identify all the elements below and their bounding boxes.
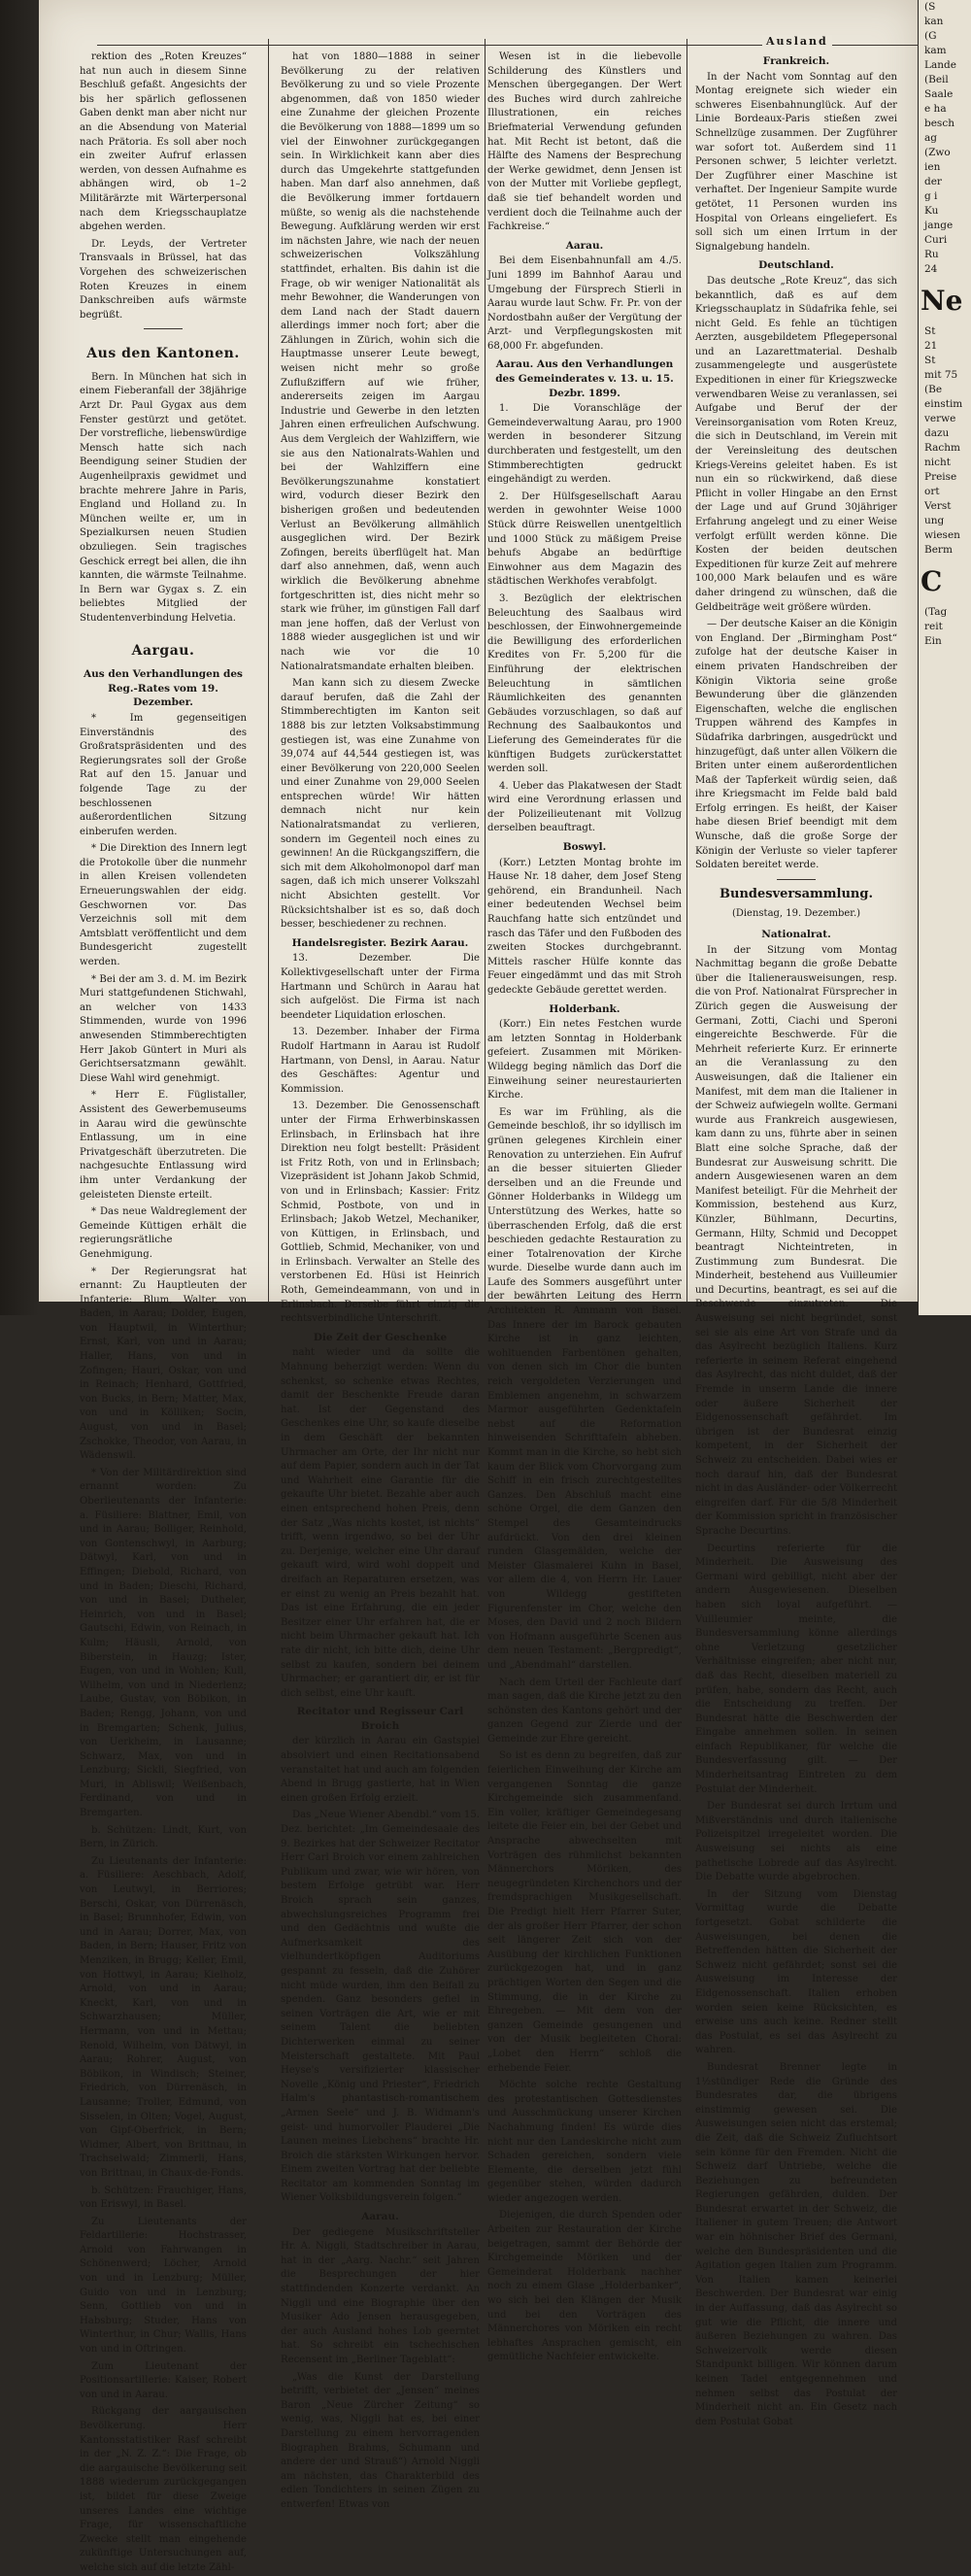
edge-big-fragment: Ne bbox=[921, 285, 963, 317]
nationalrat-heading: Nationalrat. bbox=[761, 929, 831, 941]
aargau-item: * Bei der am 3. d. M. im Bezirk Muri stattgefundenen Stichwahl, an welcher von 1433 Stimmenden, wurde von 1996 anwesenden Stimmberechtigten Herr Jakob Güntert in Muri als Gerichtsersatzmann gewählt. Diese Wahl wird genehmigt. bbox=[80, 973, 247, 1084]
frankreich-article: In der Nacht vom Sonntag auf den Montag ereignete sich wieder ein schweres Eisenbahnunglück. Auf der Linie Bordeaux-Paris stießen zwei Schnellzüge zusammen. Der Zugführer war sofort tot. Außerdem sind 11 Personen schwer, 5 leichter verletzt. Der Zugführer einer Maschine ist verhaftet. Der Ingenieur Sampite wurde getötet, 11 Personen wurden ins Hospital von Orleans eingeliefert. Es soll sich um einen Irrtum in der Signalgebung handeln. bbox=[695, 71, 897, 253]
heading-aus-den-kantonen: Aus den Kantonen. bbox=[86, 346, 240, 362]
edge-fragment: Lande bbox=[924, 59, 956, 71]
jensen-review: Wesen ist in die liebevolle Schilderung des Künstlers und Menschen übergegangen. Der Wert des Buches wird durch zahlreiche Illustrationen, ein reiches Briefmaterial Verwendung gefunden hat. Mit Recht ist betont, daß die Hälfte des Namens der Besprechung der Werke gewidmet, denn Jensen ist von der Mutter mit Vorliebe gepflegt, daß sie tief behandelt worden und verdient doch die Teilnahme auch der Fachkreise.“ bbox=[487, 51, 682, 233]
edge-fragment: 24 bbox=[924, 263, 938, 275]
holderbank-article-4: So ist es denn zu begreifen, daß zur feierlichen Einweihung der Kirche am vergangenen Sonntag die ganze Kirchgemeinde sich zusammenfand. Ein voller, kräftiger Gemeindegesang leitete die Feier ein, bei der Gebet und Ansprache abwechselten mit Vorträgen des rühmlichst bekannten Männerchors Möriken, des neugegründeten Kirchenchors und der fremdsprachigen Musikgesellschaft. Die Predigt hielt Herr Pfarrer Suter, der als großer Herr Pfarrer, der schon seit längerer Zeit sich von der Ausübung der kirchlichen Funktionen zurückgezogen hat, und in ganz prächtigen Worten den Segen und die Stimmung, die in der Kirche zu Ehregeben. — Mit dem von der ganzen Gemeinde gesungenen und von der Musik begleiteten Choral: „Lobet den Herrn“ schloß die erhebende Feier. bbox=[487, 1750, 682, 2074]
holderbank-article: (Korr.) Ein netes Festchen wurde am letzten Sonntag in Holderbank gefeiert. Zusammen mit Möriken-Wildegg beging nämlich das Dorf die Einweihung seiner neurestaurierten Kirche. bbox=[487, 1019, 682, 1102]
rueckgang-article: Rückgang der aargauischen Bevölkerung. Herr Kantonsstatistiker Rasf schreibt in der „N. Z. Z.“: Die Frage, ob die aargauische Bevölkerung seit 1888 wiederum zurückgegangen ist, bildet für diese Zweige unseres Landes eine wichtige Frage, für wissenschaftliche Zwecke stellt man eingehende zukünftige Untersuchungen auf, welche sich auf die letzte Zähl- bbox=[80, 2406, 247, 2573]
aargau-subheading: Aus den Verhandlungen des Reg.-Rates vom 19. Dezember. bbox=[84, 668, 243, 709]
deutschland-article: Das deutsche „Rote Kreuz“, das sich bekanntlich, daß es auf dem Kriegsschauplatz in Südafrika fehle, sei nicht Geld. Es fehle an tüchtigen Aerzten, ausgebildetem Pflegepersonal und an Lazarettmaterial. Deshalb zusammengelegte und ausgerüstete Expeditionen in einer für Kriegszwecke verwendbaren Weise zu veranlassen, sei Aufgabe und Beruf der der Vereinsorganisation vom Roten Kreuz, die sich in Deutschland, im Verein mit der Vereinsleitung des deutschen Kriegs-Vereins geleitet haben. Es ist nun ein so rückwirkend, daß diese Pflicht in voller Hingabe an den Ernst der Lage und auf Grund 30jähriger Erfahrung angelegt und zu einer Weise verfolgt erfüllt werden könne. Die Kosten der beiden deutschen Expeditionen für kurze Zeit auf mehrere 100,000 Mark belaufen und es wäre daher dringend zu wünschen, daß die Geldbeiträge weit größere würden. bbox=[695, 275, 897, 613]
edge-fragment: Preise bbox=[924, 471, 957, 483]
edge-fragment: der bbox=[924, 176, 942, 187]
section-label-ausland: Ausland bbox=[762, 35, 832, 48]
holderbank-article-3: Nach dem Urteil der Fachleute darf man sagen, daß die Kirche jetzt zu den schönsten des Kantons gehört und der ganzen Gegend zur Zierde und der Gemeinde zur Ehre gereicht. bbox=[487, 1677, 682, 1745]
column-rule-1 bbox=[268, 39, 269, 1302]
zeit-der-geschenke-heading: Die Zeit der Geschenke bbox=[313, 1331, 448, 1343]
edge-fragment: kam bbox=[924, 45, 947, 56]
aargau-item: * Die Direktion des Innern legt die Protokolle über die nunmehr in allen Kreisen vollendeten Erneuerungswahlen der eidg. Geschwornen vor. Das Verzeichnis soll mit dem Amtsblatt veröffentlicht und dem Bundesgericht zugestellt werden. bbox=[80, 843, 247, 968]
separator bbox=[777, 879, 816, 880]
aargau-item: * Herr E. Füglistaller, Assistent des Gewerbemuseums in Aarau wird die gewünschte Entlassung, um in eine Privatgeschäft überzutreten. Die nachgesuchte Entlassung wird ihm unter Verdankung der geleisteten Dienste erteilt. bbox=[80, 1090, 247, 1201]
brenner-article: Bundesrat Brenner legte in 1½stündiger Rede die Gründe des Bundesrates dar, die übrigens einstimmig gewesen sei. Die Ausweisungen seien nicht das erstemal; die Zeit, daß die Schweiz Zufluchtsort sein könne für den Fremden. Nicht die Schweiz darf Untriebe, welche die Beziehungen zu befreundeten Regierungen gefährden, dulden. Der Bundesrat erwartet in der Schweiz, die Italiener in gutem Treuen; die Antwort war ein höhnischer Brief des Germani, welche den Bundespräsidenten und die Agitation gegen Italien zum Programm. Von Italien kamen keinerlei Beschwerden. Der Bundesrat war einig in der Auffassung, daß das Asylrecht so gut wie die Pflicht, die innere und äußeren Beziehungen zu wahren. Das Schweizervolk werde diesen Standpunkt billigen. Wir können darum keinen Tadel entgegennehmen und nehmen selbst das Postulat der Minderheit nicht an. Ein Gesetz nach dem Postulat Gobat bbox=[695, 2061, 897, 2427]
boswyl-heading: Boswyl. bbox=[562, 841, 607, 854]
sitzung-article: In der Sitzung vom Dienstag Vormittag wurde die Debatte fortgesetzt. Gobat schilderte die Ausweisungen, bei denen die Betreffenden hätten die Sicherheit der Schweiz nicht gefährdet; sonst sei die Ausweisung im Interesse der Eidgenossenschaft. Italien erhoben worden seien keine Rücksichten, es erweise uns auch keine. Redner stellt das Postulat, es sei das Asylrecht zu wahren. bbox=[695, 1888, 897, 2056]
red-cross-intro: rektion des „Roten Kreuzes“ hat nun auch in diesem Sinne Beschluß gefaßt. Angesichts der bis her spärlich geflossenen Gaben denkt man aber nicht nur an die Absendung von Material nach Prätoria. Es soll aber noch ein zweiter Aufruf erlassen werden, von dessen Aufnahme es abhängen wird, ob 1–2 Militärärzte mit Wärterpersonal nach dem Kriegsschauplatze abgehen werden. bbox=[80, 51, 247, 233]
population-article-2: Man kann sich zu diesem Zwecke darauf berufen, daß die Zahl der Stimmberechtigten im Kanton seit 1888 bis zur letzten Volksabstimmung gestiegen ist, was eine Zunahme von 39,074 auf 44,544 gestiegen ist, was einer Bevölkerung von 220,000 Seelen und einer Zunahme von 29,000 Seelen entsprechen würde! Wir hätten demnach nicht nur kein Nationalratsmandat zu verlieren, sondern im Gegenteil noch eines zu gewinnen! An die Rückgangsziffern, die sich mit dem Alkoholmonopol darf man sagen, daß ich mich unserer Volkszahl nicht Absichten gestellt. Vor Rücksichtshalber ist es so, daß doch besser, beschiedener zu rechnen. bbox=[281, 678, 480, 931]
edge-fragment: ort bbox=[924, 486, 940, 497]
holderbank-article-2: Es war im Frühling, als die Gemeinde beschloß, ihr so idyllisch im grünen gelegenes Kirchlein einer Renovation zu unterziehen. Ein Aufruf an die besser situierten Glieder derselben und an die Freunde und Gönner Holderbanks in Wildegg um Unterstützung des Werkes, hatte so überraschenden Erfolg, daß die erst beschieden gedachte Restauration zu einer Totalrenovation der Kirche wurde. Dieselbe wurde dann auch im Laufe des Sommers ausgeführt unter der bewährten Leitung des Herrn Architekten R. Ammann von Basel. Das Innere der im Barock gebauten Kirche ist in ganz leichten, wohltuenden Farbentönen gehalten, von denen sich im Chor die bunten reich vergoldeten Verzierungen und Emblemen angenehm, in schwarzem Marmor ausgeführten Gedenktafeln nebst auf die Reformation hinweisenden Schrifttafeln abheben. Kommt man in die Kirche, so hebt sich kaum der Blick vom Chorvorgang zum Schiff in ein frisch zurechtgestelltes Ganzes. Den Abschluß macht eine schöne Orgel, die dem Ganzen den Stempel des Gesamteindrucks aufdrückt. Von den drei kleinen runden Glasgemälden, welche der Meister Glasmalerei Kuhn in Basel, vor allem die 4, von Herrn Hr. Lauer von Wildegg gestifteten Figurenfenster im Chor, welche den Moses, den David und 2 noch Bildern von Hofmann ausgeführte Scenen aus dem neuen Testament: „Bergpredigt“, und „Abendmahl“ darstellen. bbox=[487, 1106, 682, 1671]
scan-dark-margin bbox=[0, 0, 39, 1315]
edge-fragment: (Beil bbox=[924, 74, 949, 85]
holderbank-article-5: Möchte solche rechte Gestaltung des protestantischen Gottesdienstes und Ausschmückung unserer Kirchen Nachahmung finden! Es würde dies nicht nur den Landeskirche nicht zum Schaden gereichen, sondern viele Elemente, die derselben jetzt fühl gegenüber stehen, würden dadurch wieder angezogen werden. bbox=[487, 2080, 682, 2204]
edge-fragment: (Zwo bbox=[924, 147, 951, 158]
column-rule-2 bbox=[485, 39, 486, 1302]
adjacent-page-fragments bbox=[919, 0, 971, 649]
aargau-item: Zum Lieutenant der Positionsartillerie: Kaiser, Robert von und in Aarau. bbox=[80, 2360, 247, 2400]
column-1 bbox=[80, 51, 247, 2573]
aargau-item: * Im gegenseitigen Einverständnis des Großratspräsidenten und des Regierungsrates soll der Große Rat auf den 15. Januar und folgende Tage zu der beschlossenen außerordentlichen Sitzung einberufen werden. bbox=[80, 712, 247, 837]
edge-fragment: Curi bbox=[924, 234, 948, 246]
edge-fragment: (S bbox=[924, 1, 936, 13]
edge-fragment: St bbox=[924, 355, 936, 366]
boswyl-article: (Korr.) Letzten Montag brohte im Hause Nr. 18 daher, dem Josef Steng gehörend, ein Brandunheil. Nach einer bedeutenden Wechsel beim Rauchfang hatte sich entzündet und rasch das Täfer und den Fußboden des zweiten Stockes durchgebrannt. Mittels rascher Hülfe konnte das Feuer eingedämmt und das mit Stroh gedeckte Gebäude gerettet werden. bbox=[487, 857, 682, 996]
edge-fragment: einstim bbox=[924, 398, 963, 410]
handelsregister-entry: 13. Dezember. Inhaber der Firma Rudolf Hartmann in Aarau ist Rudolf Hartmann, von Densl, in Aarau. Natur des Geschäftes: Agentur und Kommission. bbox=[281, 1027, 480, 1095]
bundesrat-article: Der Bundesrat sei durch Irrtum und Mißverständnis und durch italienische Polizeispitzel irregeleitet worden. Die Ausweisung sei nichts als eine pathetische Lobrede auf das Asylrecht. Die Debatte wurde abgebrochen. bbox=[695, 1801, 897, 1883]
aargau-item: * Von der Militärdirektion sind ernannt worden: Zu Oberlieutenants der Infanterie: a. Füsiliere: Blattner, Emil, von und in Aarau; Bolliger, Reinhold, von Gontenschwyl, in Aarburg; Dätwyl, Karl, von und in Effingen; Diebold, Richard, von und in Baden; Dieschi, Richard, von und in Basel; Dutheler, Heinrich, von und in Basel; Gautschi, Edwin, von Reinach, in Kulm; Häusli, Arnold, von Biberstein, in Hauzg; Ister, Eugen, von und in Wohlen; Kull, Wilhelm, von und in Niederlenz; Laube, Gustav, von Böbikon, in Baden; Rengg, Johann, von und in Bremgarten; Schenk, Julius, von Uerkheim, in Lausanne; Schwarz, Max, von und in Lenzburg; Sickli, Siegfried, von Muri, in Abliswil; Weißenbach, Ferdinand, von und in Bremgarten. bbox=[80, 1467, 247, 1819]
edge-fragment: mit 75 bbox=[924, 369, 958, 381]
aarau-heading: Aarau. bbox=[361, 2211, 399, 2223]
edge-fragment: Saale bbox=[924, 88, 954, 100]
edge-fragment: besch bbox=[924, 118, 954, 129]
edge-fragment: ag bbox=[924, 132, 937, 144]
edge-fragment: Rachm bbox=[924, 442, 961, 454]
handelsregister-heading: Handelsregister. Bezirk Aarau. bbox=[291, 936, 469, 949]
edge-fragment: dazu bbox=[924, 427, 950, 439]
edge-fragment: Ru bbox=[924, 249, 939, 260]
aargau-item: Zu Lieutenants der Infanterie: a. Füsiliere: Aeschbach, Adolf, von Leutwyl, in Berriores; Berschi, Oskar, von Dürrenäsch, in Basel; Brunnhofer, Edwin, von und in Aarau; Dorrer, Max, von Baden, in Bern; Hauser, Fritz von Menziken, in Brugg; Keller, Emil, von Hottwyl, in Aarau; Kielholz, Arnold, von und in Aarau; Kneckt, Karl, von und in Schwarzhausen; Müller, Hermann, von und in Mettau; Renold, Wilhelm, von Dätwyl, in Aarau; Rohrer, August, von Böbikon, in Windisch; Steiner, Friedrich, von Dürrenäsch, in Lausanne; Troller, Edmund, von Sisselen, in Olten; Vogel, August, von Gipf-Oberfrick, in Bern; Widmer, Albert, von Brittnau, in Trachselwald; Zimmerli, Hans, von Brittnau, in Chaux-de-Fonds. bbox=[80, 1855, 247, 2179]
edge-fragment: verwe bbox=[924, 413, 956, 424]
edge-big-fragment: C bbox=[921, 565, 943, 597]
broich-article: der kürzlich in Aarau ein Gastspiel absolviert und einen Recitationsabend veranstaltet hat und auch am folgenden Abend in Brugg gastierte, hat in Wien einen großen Erfolg erzielt. bbox=[281, 1736, 480, 1804]
edge-fragment: reit bbox=[924, 621, 943, 632]
aarau-unfall-heading: Aarau. bbox=[565, 239, 604, 252]
adjacent-page-edge bbox=[919, 0, 971, 1315]
leyds-note: Dr. Leyds, der Vertreter Transvaals in Brüssel, hat das Vorgehen des schweizerischen Roten Kreuzes in einem Dankschreiben aufs wärmste begrüßt. bbox=[80, 238, 247, 321]
aargau-item: b. Schützen: Frauchiger, Hans, von Eriswyl, in Basel. bbox=[80, 2185, 247, 2211]
edge-fragment: Verst bbox=[924, 500, 952, 512]
edge-fragment: Berm bbox=[924, 544, 953, 556]
aarau-unfall-article: Bei dem Eisenbahnunfall am 4./5. Juni 1899 im Bahnhof Aarau und Umgebung der Fürsprech Stierli in Aarau wurde laut Schw. Fr. Pr. von der Nordostbahn außer der Vergütung der Arzt- und Verpflegungskosten mit 68,000 Fr. abgefunden. bbox=[487, 255, 682, 352]
gemeinderat-item: 1. Die Voranschläge der Gemeindeverwaltung Aarau, pro 1900 werden in besonderer Sitzung durchberaten und festgestellt, um den Stimmberechtigten gedruckt eingehändigt zu werden. bbox=[487, 403, 682, 486]
edge-fragment: g i bbox=[924, 190, 938, 202]
broich-article-2: Das „Neue Wiener Abendbl.“ vom 15. Dez. berichtet: „Im Gemeindesaale des 9. Bezirkes hat der Schweizer Recitator Herr Carl Broich vor einem zahlreichen Publikum und zwar, wie wir hören, von bestem Erfolge getrübt war. Herr Broich sprach sein ganzes, abwechslungsreiches Programm frei und den Gedächtnis und wußte die Aufmerksamkeit des vielhundertköpfigen Auditoriums gespannt zu fesseln, daß die Zuhörer nicht müde wurden, ihm den Beifall zu spenden. Ganz besonders gefiel in seinen Vorträgen die Art, wie er mit seinem Talent die beliebten Dichterwerken einmal zu seiner Meisterschaft gestaltete. Mit Paul Heyse's versifizierter klassischer Novelle „König und Priester“, Friedrich Halm's phantastisch-romantischem „Armen Seele“ und J. B. Widmann's geist- und humorvoller Plauderei „Die Launen meines Liebchens“ brachte Hr. Broich die stärksten Wirkungen hervor. Einem zweiten Vortrag hat der beliebte Recitator am kommenden Sonntag im Wiener Volksbildungsverein folgen.“ bbox=[281, 1810, 480, 2204]
holderbank-heading: Holderbank. bbox=[549, 1002, 620, 1015]
gemeinderat-item: 4. Ueber das Plakatwesen der Stadt wird eine Verordnung erlassen und der Polizeilieutenant mit Vollzug derselben beauftragt. bbox=[487, 780, 682, 834]
edge-fragment: jange bbox=[924, 220, 954, 231]
gemeinderat-heading: Aarau. Aus den Verhandlungen des Gemeinderates v. 13. u. 15. Dezbr. 1899. bbox=[495, 358, 674, 399]
column-3 bbox=[487, 51, 682, 2363]
edge-fragment: Ku bbox=[924, 205, 939, 217]
bern-article: Bern. In München hat sich in einem Fieberanfall der 38jährige Arzt Dr. Paul Gygax aus dem Fenster gestürzt und getötet. Der vorstrefliche, liebenswürdige Mensch hatte sich nach Beendigung seiner Studien der Augenheilpraxis gewidmet und brachte mehrere Jahre in Paris, England und Holland zu. In München weilte er, um in Spezialkursen neuen Studien obzuliegen. Sein tragisches Geschick erregt bei allen, die ihn kannten, die wärmste Teilnahme. In Bern war Gygax s. Z. ein beliebtes Mitglied der Studentenverbindung Helvetia. bbox=[80, 371, 247, 624]
deutschland-heading: Deutschland. bbox=[758, 259, 834, 272]
edge-fragment: nicht bbox=[924, 457, 951, 468]
decurtins-article: Decurtins referierte für die Minderheit. Die Ausweisung des Germani wird gebilligt, nicht aber der andern Ausgewiesenen. Dieselben haben sich loyal aufgeführt. — Vuilleumier meinte, die Bundesversammlung könne allerdings ohne Verletzung gesetzlicher Verhältnisse eingreifen; aber nicht nur, daß das Recht, dieselben materiell zu prüfen, habe, sondern das Recht, auch die Entscheidung zu treffen. Der Bundesrat hätte die Beschwerden der Eingabe annehmen sollen. In seinen einfach Republikaner, für welche die Bundesverfassung gilt. — Der Minderheitsantrag Eintreten zu dem Postulat der Minderheit. bbox=[695, 1542, 897, 1795]
population-article: hat von 1880—1888 in seiner Bevölkerung zu der relativen Bevölkerung zu und so viele Prozente abgenommen, daß von 1850 wieder eine Zunahme der gleichen Prozente die Bevölkerung von 1888—1899 um so viel der Einwohner zurückgegangen sein. In Wirklichkeit kann aber dies durch das Umgekehrte stattgefunden haben. Man darf also annehmen, daß die Bevölkerung immer fortdauern müßte, so wenig als die nachstehende Bewegung. Aufklärung werden wir erst im nächsten Jahre, wie nach der neuen schweizerischen Volkszählung stattfindet, erhalten. Bis dahin ist die Frage, ob wir weniger Nationalität als mehr Bewohner, die Wanderungen von dem Land nach der Stadt dauern allerdings immer noch fort; aber die Zählungen in Zürich, wohin sich die Hauptmasse unserer Leute bewegt, weisen nicht mehr so große Zuflußziffern auf wie früher, andererseits zeigen im Aargau Industrie und Gewerbe in den letzten Jahren einen erfreulichen Aufschwung. Aus dem Vergleich der Wahlziffern, wie sie aus den Nationalrats-Wahlen und bei der Wahlziffern eine Bevölkerungszunahme konstatiert wird, vodurch dieser Bezirk den bisherigen großen und bedeutenden Verlust an Bevölkerung allmählich ausgeglichen wird. Der Bezirk Zofingen, bereits überflügelt hat. Man darf also annehmen, daß, wenn auch wirklich die Bevölkerung abnehme fortgeschritten ist, dies nicht mehr so stark wie früher, im günstigen Fall darf man jene hoffen, daß der Verlust von 1888 wieder ausgeglichen ist und wir nach wie vor die 10 Nationalratsmandate erhalten bleiben. bbox=[281, 51, 480, 672]
edge-fragment: (Be bbox=[924, 384, 943, 395]
handelsregister-entry: 13. Dezember. Die Genossenschaft unter der Firma Erhwerbinskassen Erlinsbach, in Erlinsbach hat ihre Direktion neu folgt bestellt: Präsident ist Fritz Roth, von und in Erlinsbach; Vizepräsident ist Johann Jakob Schmid, von und in Erlinsbach; Kassier: Fritz Schmid, Postbote, von und in Erlinsbach; Jakob Wetzel, Mechaniker, von Küttigen, in Erlinsbach, und Gottlieb, Schmid, Mechaniker, von und in Erlinsbach. Verwalter an Stelle des verstorbenen Ed. Hüsi ist Heinrich Roth, Gemeindeammann, von und in Erlinsbach. Derselbe führt einzig die rechtsverbindliche Unterschrift. bbox=[281, 1101, 480, 1325]
bundesversammlung-heading: Bundesversammlung. bbox=[720, 886, 873, 901]
edge-fragment: 21 bbox=[924, 340, 938, 352]
aargau-item: * Der Regierungsrat hat ernannt: Zu Hauptleuten der Infanterie: Blum, Walter, von Baden, in Aarau; Dolder, Eugen, von Hauptwil, in Winterthur; Ernst, Karl, von und in Aarau; Haller, Hans, von und in Zofingen; Hauri, Oskar, von und in Reinach; Henhard, Gottfried, von Bucks, in Bern; Matter, Max, von und in Kölliken; Socin, August, von und in Basel; Zschokke, Theodor, von Aarau, in Wädenswil. bbox=[80, 1266, 247, 1462]
edge-fragment: St bbox=[924, 325, 936, 337]
edge-fragment: Ein bbox=[924, 635, 942, 647]
gemeinderat-item: 2. Der Hülfsgesellschaft Aarau werden in gewohnter Weise 1000 Stück dürre Reiswellen unentgeltlich und 1000 Stück zu mäßigem Preise behufs Abgabe an bedürftige Einwohner aus dem Magazin des städtischen Werkhofes verabfolgt. bbox=[487, 491, 682, 588]
aargau-item: * Das neue Waldreglement der Gemeinde Küttigen erhält die regierungsrätliche Genehmigung. bbox=[80, 1206, 247, 1260]
holderbank-article-6: Diejenigen, die durch Spenden oder Arbeiten zur Restauration der Kirche beigetragen, sammt der Behörde der Kirchgemeinde Möriken und der Gemeinderat Holderbank nachher noch zu einem Glase „Holderbanker“, wo sich bei den Klängen der Musik und bei den Vorträgen des Männerchores von Möriken ein recht lebhaftes Ansprachen gemischt, ein gemütliche Nachfeier entwickelte. bbox=[487, 2210, 682, 2363]
edge-fragment: wiesen bbox=[924, 529, 960, 541]
frankreich-heading: Frankreich. bbox=[762, 55, 830, 67]
edge-fragment: ien bbox=[924, 161, 941, 173]
bundesversammlung-date: (Dienstag, 19. Dezember.) bbox=[731, 908, 861, 920]
edge-fragment: (Tag bbox=[924, 606, 948, 618]
edge-fragment: kan bbox=[924, 16, 944, 27]
edge-fragment: e ha bbox=[924, 103, 947, 115]
aargau-item: Zu Lieutenants der Feldartillerie: Hochstrasser, Arnold von Fahrwangen in Schönenwerd; Löcher, Arnold von und in Lenzburg; Müller, Guido von und in Lenzburg; Senn, Gottlieb von und in Habsburg; Studer, Hans von Winterthur, in Chur; Wallis, Hans von und in Oftringen. bbox=[80, 2216, 247, 2356]
niggli-article-2: „Was die Kunst der Darstellung betrifft, verbietet der „Jensen“ meines Baron „Neue Zürcher Zeitung“ so wenig, was, Niggli hat es, bei einer Darstellung zu einem hervorragenden Biographen Brahms, Schumann und andere der und Strauß“) Arnold Niggli am nächsten, das Charakterbild des edlen Tondichters in seinen Zügen zu entwerfen! Etwas von bbox=[281, 2371, 480, 2510]
nationalrat-article: In der Sitzung vom Montag Nachmittag begann die große Debatte über die Italienerausweisungen, resp. die von Prof. Nationalrat Fürsprecher in Zürich gegen die Ausweisung der Germani, Zotti, Ciachi und Speroni eingereichte Beschwerde. Für die Mehrheit referierte Kurz. Er erinnerte an die Veranlassung zu den Ausweisungen, daß die Italiener ein Manifest, mit dem man die Italiener in der Schweiz aufwiegeln wollte. Germani wurde aus Frankreich ausgewiesen, kam dann zu uns, führte aber in seinen Blatt eine solche Sprache, daß der Bundesrat zur Ausweisung schritt. Die andern Ausgewiesenen waren an dem Manifest beteiligt. Für die Mehrheit der Kommission, bestehend aus Kurz, Künzler, Bühlmann, Decurtins, Germann, Hilty, Schmid und Decoppet beantragt Nichteintreten, in Zustimmung zum Bundesrat. Die Minderheit, bestehend aus Vuilleumier und Decurtins, beantragt, es sei auf die Beschwerde einzutreten. Die Ausweisung sei nicht begründet, sonst sei sie als eine Art von Strafe und da das Asylrecht bezüglich Italiens. Kurz referierte in seinem Referat eingehend das Asylrecht, das nicht duldet, daß der Fremde in unserm Lande die innere oder äußere Sicherheit der Eidgenossenschaft gefährdet. Im übrigen ist der Bundesrat einzig kompetent, in der Sicherheit der Schweiz zu entscheiden. Dabei wies er noch darauf hin, daß der Bundesrat nicht in das Ausländer- oder Völkerrecht eingreifen darf. Für die 5/8 Minderheit der Kommission spricht in französischer Sprache Decurtins. bbox=[695, 944, 897, 1537]
aargau-item: b. Schützen: Lindt, Kurt, von Bern, in Zürich. bbox=[80, 1824, 247, 1850]
kaiser-article: — Der deutsche Kaiser an die Königin von England. Der „Birmingham Post“ zufolge hat der deutsche Kaiser in einem privaten Handschreiben der Königin Viktoria seine große Bewunderung über die glänzenden Eigenschaften, welche die englischen Truppen während des Kampfes in Südafrika darbringen, ausgedrückt und hinzugefügt, daß unter allen Völkern die Briten unter einem außerordentlichen Maß der Tapferkeit würdig seien, daß ihre Kriegsmacht im Felde bald bald Erfolg erringen. Es heißt, der Kaiser habe diesen Brief beendigt mit dem Wunsche, daß die große Sorge der Königin der Verluste so vieler tapferer Soldaten bereitet werde. bbox=[695, 619, 897, 871]
edge-fragment: (G bbox=[924, 30, 937, 42]
broich-heading: Recitator und Regisseur Carl Broich bbox=[296, 1706, 464, 1732]
column-rule-3 bbox=[686, 39, 687, 1302]
heading-aargau: Aargau. bbox=[131, 642, 195, 659]
column-2 bbox=[281, 51, 480, 2510]
edge-fragment: ung bbox=[924, 515, 945, 526]
zeit-der-geschenke-article: naht wieder und da sollte die Mahnung beherzigt werden: Wenn du schenkst, so schenke etwas Rechtes, damit der Beschenkte Freude daran hat. Ist der Gegenstand des Geschenkes eine Uhr, so kaufe dieselbe in dem Geschäft der bekannten Uhrmacher am Orte, der Ihr nicht nur auf dem Papier, sondern auch in der Tat und Wahrheit eine Garantie für die gekaufte Uhr bietet. Bezahle aber auch einen entsprechend hohen Preis, denn der Satz „Was nichts kostet, ist nichts“ trifft, wenn irgendwo, so bei der Uhr zu. Derjenige, welcher eine Uhr darauf gekauft wird, wird wohl doppelt und dreifach an Reparaturen ersetzen, was er einst zu wenig an Preis bezahlt hat. Das ist eine Erfahrung, die ein jeder Besitzer einer Uhr erfahren hat, die er nicht beim Uhrmacher gekauft hat. Ich rate dir nicht, ich bitte dich, deine Uhr selbst zu kaufen, sondern bei deinem Uhrmacher; er garantiert dir, er ist für dich selbst, eine Uhr kauft. bbox=[281, 1347, 480, 1699]
column-4 bbox=[695, 51, 897, 2427]
handelsregister-entry: 13. Dezember. Die Kollektivgesellschaft unter der Firma Hartmann und Schürch in Aarau hat sich aufgelöst. Die Firma ist nach beendeter Liquidation erloschen. bbox=[281, 953, 480, 1021]
separator bbox=[144, 328, 183, 329]
gemeinderat-item: 3. Bezüglich der elektrischen Beleuchtung des Saalbaus wird beschlossen, der Einwohnergemeinde die Bewilligung des erforderlichen Kredites von Fr. 5,200 für die Einführung der elektrischen Beleuchtung in sämtlichen Räumlichkeiten des genannten Gebäudes vorzuschlagen, so daß auf Rechnung des Saalbaukontos und Lieferung des Gemeinderates für die künftigen Budgets zurückerstattet werden soll. bbox=[487, 593, 682, 775]
niggli-article: Der gediegene Musikschriftsteller Hr. A. Niggli, Stadtschreiber in Aarau, hat in der „Aarg. Nachr.“ seit Jahren die Besprechungen der hier stattfindenden Konzerte verdankt. An Niggli und eine Biographie über den Musiker Ado Jensen herausgegeben, der auch Ausland hohes Lob geerntet hat. So schreibt ein tschechischen Recensent im „Berliner Tageblatt“: bbox=[281, 2226, 480, 2365]
